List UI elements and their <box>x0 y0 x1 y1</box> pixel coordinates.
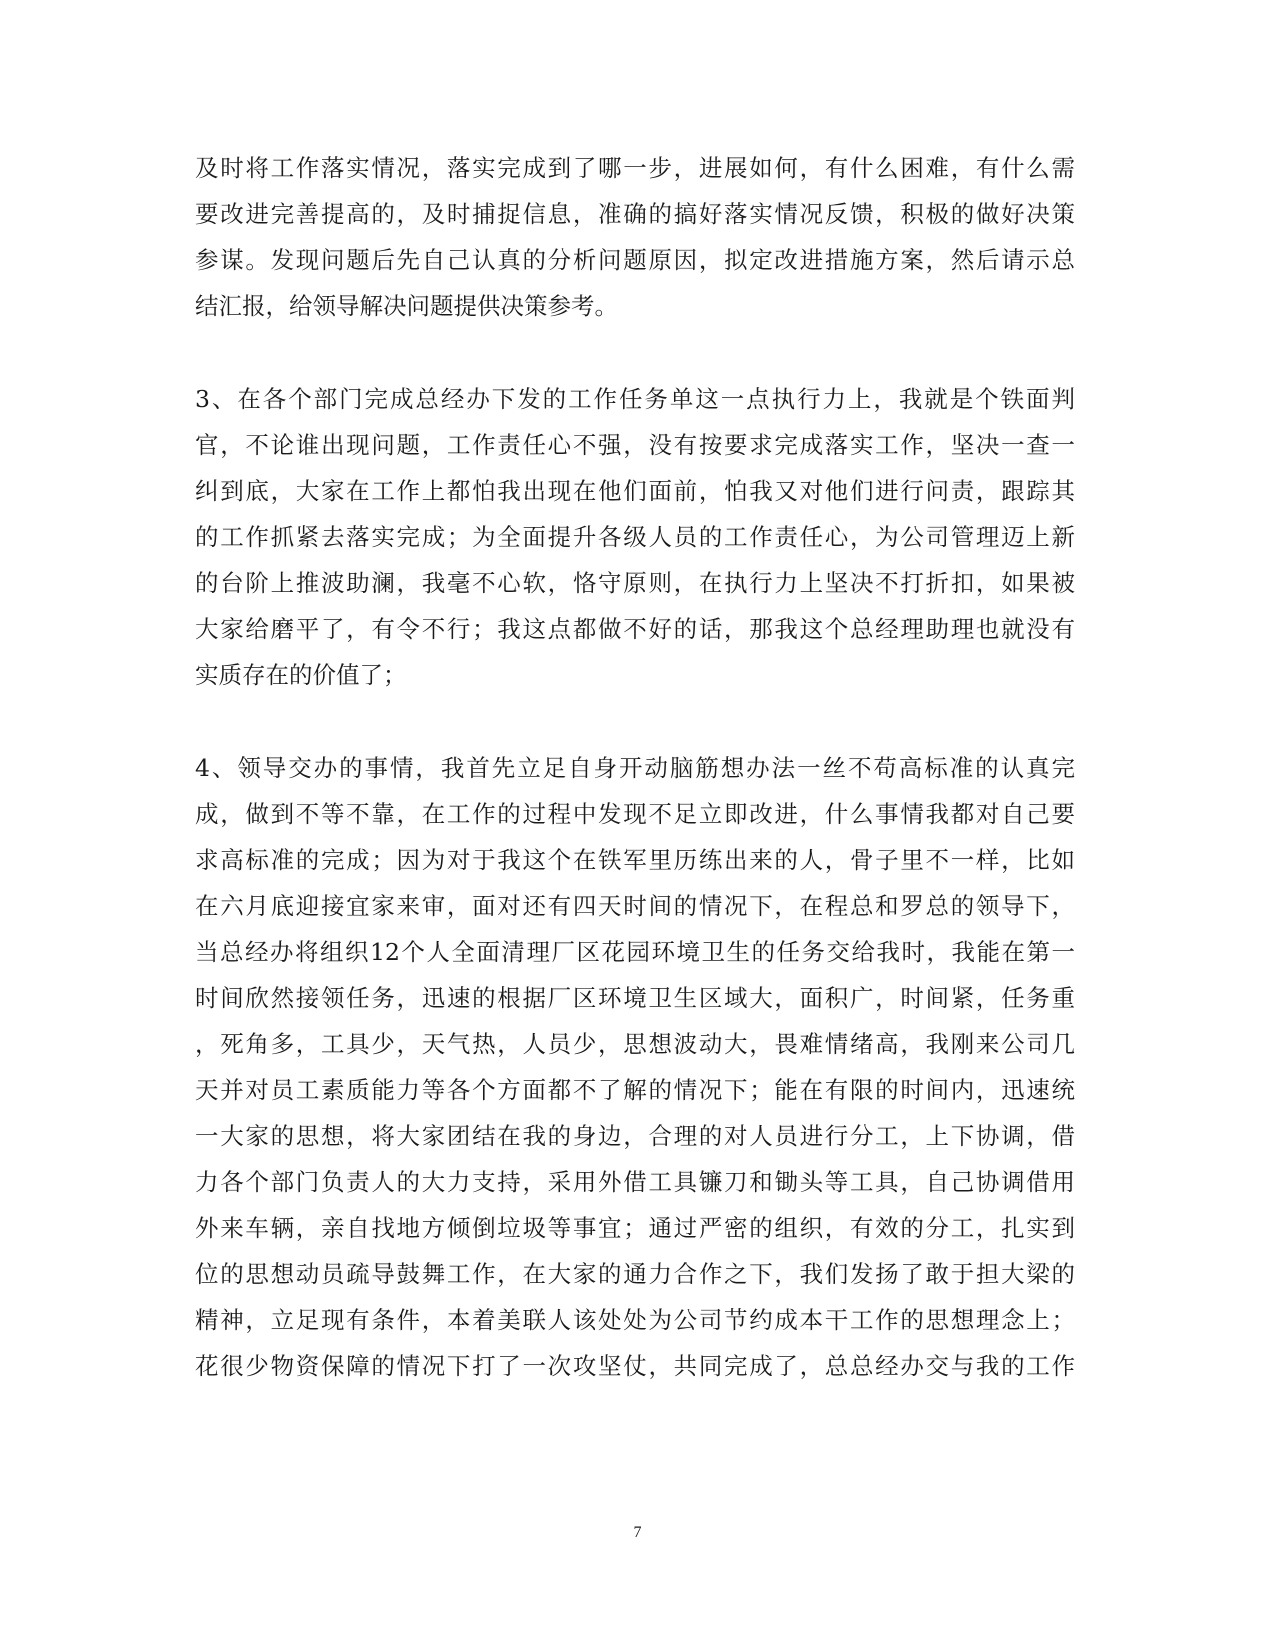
text-line: 的台阶上推波助澜，我毫不心软，恪守原则，在执行力上坚决不打折扣，如果被 <box>195 569 1075 597</box>
text-line: 成，做到不等不靠，在工作的过程中发现不足立即改进，什么事情我都对自己要 <box>195 800 1075 828</box>
text-line: 天并对员工素质能力等各个方面都不了解的情况下；能在有限的时间内，迅速统 <box>195 1076 1075 1104</box>
text-line: 4、领导交办的事情，我首先立足自身开动脑筋想办法一丝不苟高标准的认真完 <box>195 754 1075 782</box>
text-line: ，死角多，工具少，天气热，人员少，思想波动大，畏难情绪高，我刚来公司几 <box>195 1030 1075 1058</box>
text-line: 花很少物资保障的情况下打了一次攻坚仗，共同完成了，总总经办交与我的工作 <box>195 1352 1075 1380</box>
text-line: 及时将工作落实情况，落实完成到了哪一步，进展如何，有什么困难，有什么需 <box>195 154 1075 182</box>
text-line: 结汇报，给领导解决问题提供决策参考。 <box>195 292 618 320</box>
text-line: 位的思想动员疏导鼓舞工作，在大家的通力合作之下，我们发扬了敢于担大梁的 <box>195 1260 1075 1288</box>
text-line: 时间欣然接领任务，迅速的根据厂区环境卫生区域大，面积广，时间紧，任务重 <box>195 984 1075 1012</box>
text-line: 的工作抓紧去落实完成；为全面提升各级人员的工作责任心，为公司管理迈上新 <box>195 523 1075 551</box>
text-line: 求高标准的完成；因为对于我这个在铁军里历练出来的人，骨子里不一样，比如 <box>195 846 1075 874</box>
text-line: 一大家的思想，将大家团结在我的身边，合理的对人员进行分工，上下协调，借 <box>195 1122 1075 1150</box>
text-line: 要改进完善提高的，及时捕捉信息，准确的搞好落实情况反馈，积极的做好决策 <box>195 200 1075 228</box>
text-line: 3、在各个部门完成总经办下发的工作任务单这一点执行力上，我就是个铁面判 <box>195 385 1075 413</box>
text-line: 在六月底迎接宜家来审，面对还有四天时间的情况下，在程总和罗总的领导下， <box>195 892 1075 920</box>
text-line: 当总经办将组织12个人全面清理厂区花园环境卫生的任务交给我时，我能在第一 <box>195 938 1075 966</box>
text-line: 参谋。发现问题后先自己认真的分析问题原因，拟定改进措施方案，然后请示总 <box>195 246 1075 274</box>
text-line: 力各个部门负责人的大力支持，采用外借工具镰刀和锄头等工具，自己协调借用 <box>195 1168 1075 1196</box>
text-line: 大家给磨平了，有令不行；我这点都做不好的话，那我这个总经理助理也就没有 <box>195 615 1075 643</box>
text-line: 实质存在的价值了； <box>195 661 407 689</box>
text-line: 外来车辆，亲自找地方倾倒垃圾等事宜；通过严密的组织，有效的分工，扎实到 <box>195 1214 1075 1242</box>
text-line: 纠到底，大家在工作上都怕我出现在他们面前，怕我又对他们进行问责，跟踪其 <box>195 477 1075 505</box>
page-number: 7 <box>633 1524 642 1541</box>
text-line: 精神，立足现有条件，本着美联人该处处为公司节约成本干工作的思想理念上； <box>195 1306 1075 1334</box>
text-line: 官，不论谁出现问题，工作责任心不强，没有按要求完成落实工作，坚决一查一 <box>195 431 1075 459</box>
